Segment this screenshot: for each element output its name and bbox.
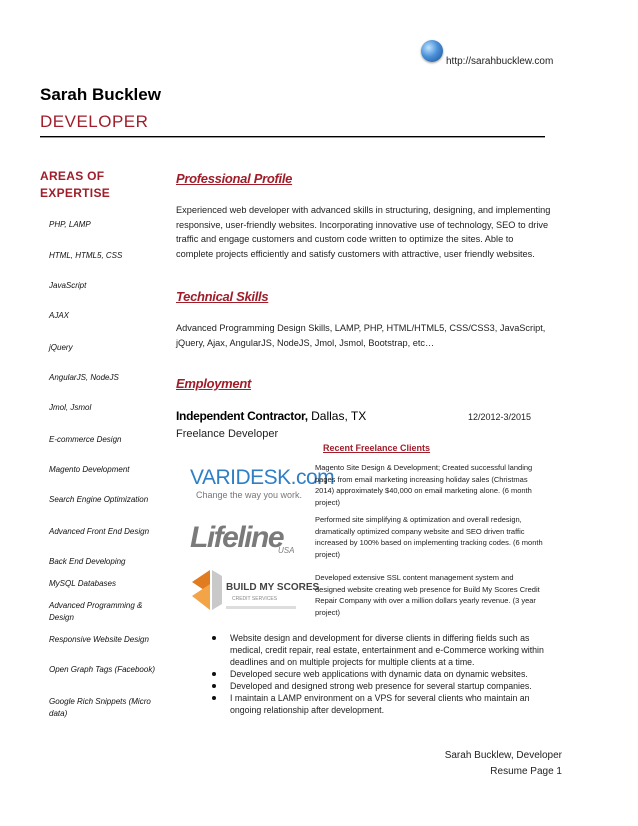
bullet-text: Website design and development for diverse clients in differing fields such as medical, credit repair, real estate, entertainment and e-Commerce working within deadlines and on multiple projects for multiple clients at a time. — [230, 633, 544, 667]
technical-skills-text: Advanced Programming Design Skills, LAMP, PHP, HTML/HTML5, CSS/CSS3, JavaScript, jQuery, Ajax, AngularJS, NodeJS, Jmol, Jsmol, Bootstrap, etc… — [176, 323, 546, 348]
skill-item: Google Rich Snippets (Micro data) — [49, 697, 151, 718]
recent-clients-heading: Recent Freelance Clients — [323, 443, 431, 453]
lifeline-logo-sub: USA — [278, 546, 295, 555]
job-location: Dallas, TX — [307, 409, 367, 423]
skill-item: MySQL Databases — [49, 579, 116, 588]
bullet-icon — [212, 672, 216, 676]
website-link[interactable]: http://sarahbucklew.com — [446, 56, 554, 67]
technical-skills-heading: Technical Skills — [176, 289, 269, 304]
footer-page: Resume Page 1 — [490, 766, 562, 777]
job-role: Freelance Developer — [176, 428, 279, 440]
profile-heading: Professional Profile — [176, 171, 293, 186]
lifeline-logo-text: Lifeline — [190, 521, 284, 554]
skill-item: AngularJS, NodeJS — [49, 373, 119, 382]
build-my-scores-logo-text: BUILD MY SCORES — [226, 582, 320, 593]
build-my-scores-logo — [188, 566, 320, 620]
bullet-item — [212, 692, 552, 716]
skill-item: Open Graph Tags (Facebook) — [49, 665, 155, 674]
header-divider — [40, 136, 545, 137]
job-title — [176, 409, 366, 423]
skill-item: JavaScript — [49, 281, 87, 290]
build-my-scores-logo-tagline: CREDIT SERVICES — [232, 596, 278, 602]
varidesk-logo-text: VARIDESK.com — [190, 466, 335, 489]
skill-item: Advanced Front End Design — [49, 527, 150, 536]
skill-item: AJAX — [49, 311, 70, 320]
skill-item: jQuery — [49, 343, 73, 352]
lifeline-logo — [188, 513, 300, 561]
bullet-item — [212, 680, 552, 692]
profile-text: Experienced web developer with advanced skills in structuring, designing, and implementing responsive, user-friendly websites. Incorporating innovative use of technology, SEO to drive traffic and engage customers and custom code written to optimize the sites. Able to complete projects efficiently and satisfy customers with attractive, user friendly websites. — [176, 205, 551, 259]
skill-item: Advanced Programming & Design — [49, 601, 143, 622]
varidesk-logo — [188, 458, 335, 506]
bullet-text: I maintain a LAMP environment on a VPS for several clients who maintain an ongoing relationship after development. — [230, 693, 530, 715]
employment-bullets — [212, 632, 552, 716]
globe-icon — [421, 40, 443, 62]
client-description: Performed site simplifying & optimization and overall redesign, dramatically optimized company website and SEO driven traffic increased by 100% based on implementing tracking codes. (6 month project) — [315, 515, 543, 559]
job-employer: Independent Contractor, — [176, 409, 308, 423]
client-description: Magento Site Design & Development; Created successful landing pages from email marketing increasing holiday sales (Christmas 2014) approximately $40,000 on email marketing alone. (6 month project) — [315, 463, 533, 507]
areas-of-expertise-heading: AREAS OF EXPERTISE — [40, 169, 111, 200]
varidesk-logo-tagline: Change the way you work. — [196, 490, 303, 500]
job-dates: 12/2012-3/2015 — [468, 412, 532, 422]
skill-item: E-commerce Design — [49, 435, 122, 444]
bullet-text: Developed secure web applications with dynamic data on dynamic websites. — [230, 669, 528, 679]
skill-item: Search Engine Optimization — [49, 495, 149, 504]
bullet-item — [212, 632, 552, 668]
bullet-icon — [212, 636, 216, 640]
candidate-role: DEVELOPER — [40, 112, 149, 131]
bullet-icon — [212, 684, 216, 688]
skill-item: Back End Developing — [49, 557, 126, 566]
employment-heading: Employment — [176, 376, 252, 391]
skill-item: Jmol, Jsmol — [49, 403, 92, 412]
skill-item: PHP, LAMP — [49, 220, 91, 229]
bullet-item — [212, 668, 552, 680]
bullet-icon — [212, 696, 216, 700]
skill-item: Responsive Website Design — [49, 635, 149, 644]
skill-item: HTML, HTML5, CSS — [49, 251, 123, 260]
candidate-name: Sarah Bucklew — [40, 85, 161, 104]
skill-item: Magento Development — [49, 465, 130, 474]
footer-name: Sarah Bucklew, Developer — [444, 750, 562, 761]
bullet-text: Developed and designed strong web presence for several startup companies. — [230, 681, 532, 691]
client-description: Developed extensive SSL content management system and designed website creating web presence for Build My Scores Credit Repair Company with over a million dollars yearly revenue. (3 year project) — [315, 573, 540, 617]
